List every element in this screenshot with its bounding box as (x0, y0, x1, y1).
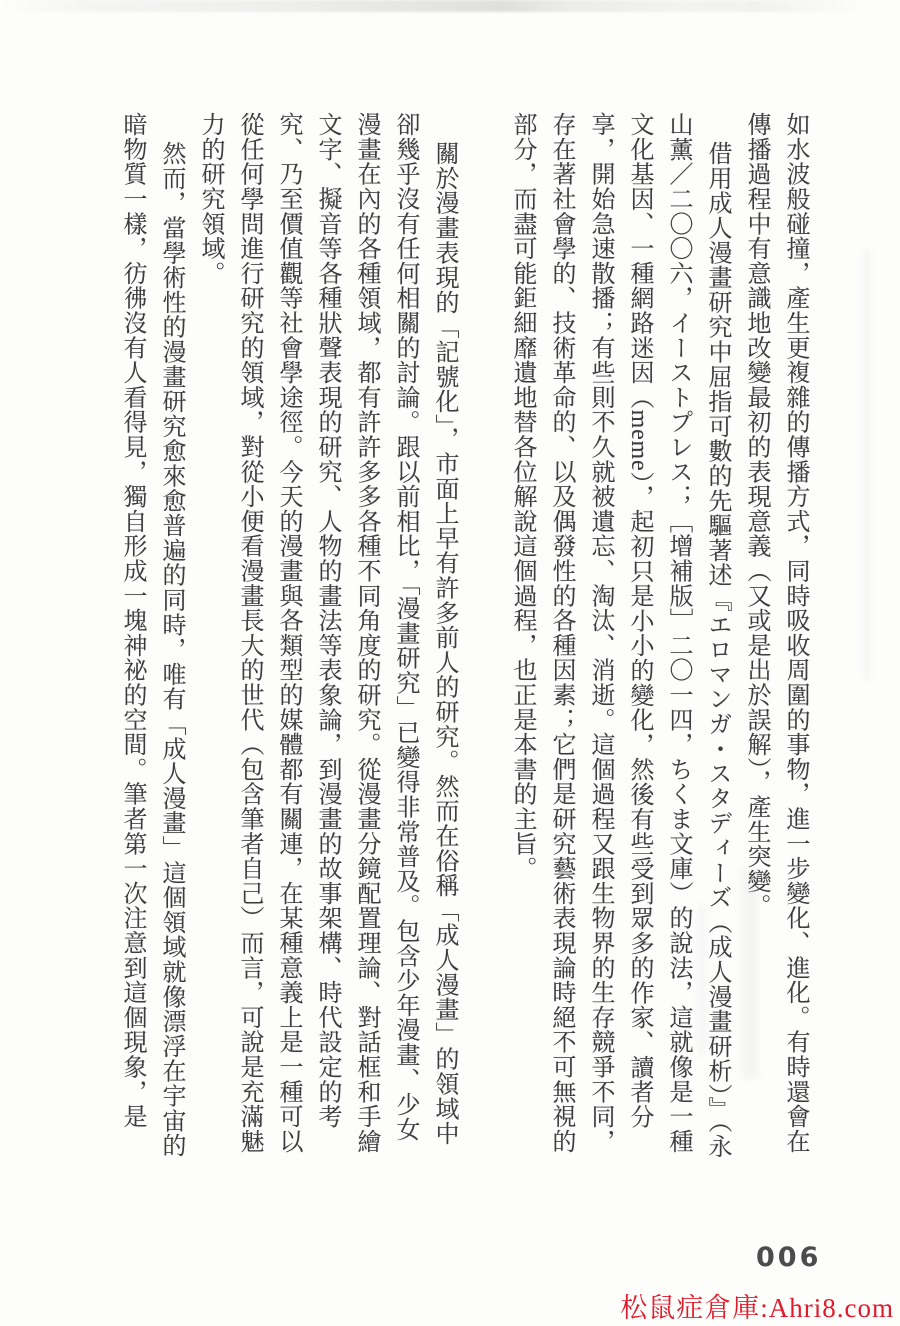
scan-artifact-streak (864, 250, 870, 680)
watermark-text: 松鼠症倉庫:Ahri8.com (620, 1293, 894, 1323)
paragraph-1: 如水波般碰撞，產生更複雜的傳播方式，同時吸收周圍的事物，進一步變化、進化。有時還會在傳播過程中有意識地改變最初的表現意義（又或是出於誤解），產生突變。 (743, 112, 808, 1154)
paragraph-4: 然而，當學術性的漫畫研究愈來愈普遍的同時，唯有「成人漫畫」這個領域就像漂浮在宇宙的暗物質一樣，彷彿沒有人看得見，獨自形成一塊神祕的空間。筆者第一次注意到這個現象，是 (119, 112, 184, 1158)
paragraph-2: 借用成人漫畫研究中屈指可數的先驅著述『エロマンガ・スタディーズ（成人漫畫研析）』（永山薰／二〇〇六，イーストプレス；［增補版］二〇一四，ちくま文庫）的說法，這就像是一種文化基因、一種網路迷因（meme），起初只是小小的變化，然後有些受到眾多的作家、讀者分享，開始急速散播；有些則不久就被遺忘、淘汰、消逝。這個過程又跟生物界的生存競爭不同，存在著社會學的、技術革命的、以及偶發性的各種因素；它們是研究藝術表現論時絕不可無視的部分，而盡可能鉅細靡遺地替各位解說這個過程，也正是本書的主旨。 (509, 112, 730, 1159)
scan-artifact-top-edge (0, 0, 900, 12)
page-number: 006 (756, 1242, 822, 1273)
paragraph-3: 關於漫畫表現的「記號化」，市面上早有許多前人的研究。然而在俗稱「成人漫畫」的領域中卻幾乎沒有任何相關的討論。跟以前相比，「漫畫研究」已變得非常普及。包含少年漫畫、少女漫畫在內的各種領域，都有許許多多各種不同角度的研究。從漫畫分鏡配置理論、對話框和手繪文字、擬音等各種狀聲表現的研究、人物的畫法等表象論，到漫畫的故事架構、時代設定的考究、乃至價值觀等社會學途徑。今天的漫畫與各類型的媒體都有關連，在某種意義上是一種可以從任何學問進行研究的領域，對從小便看漫畫長大的世代（包含筆者自己）而言，可說是充滿魅力的研究領域。 (197, 112, 457, 1154)
body-text (104, 112, 814, 1160)
